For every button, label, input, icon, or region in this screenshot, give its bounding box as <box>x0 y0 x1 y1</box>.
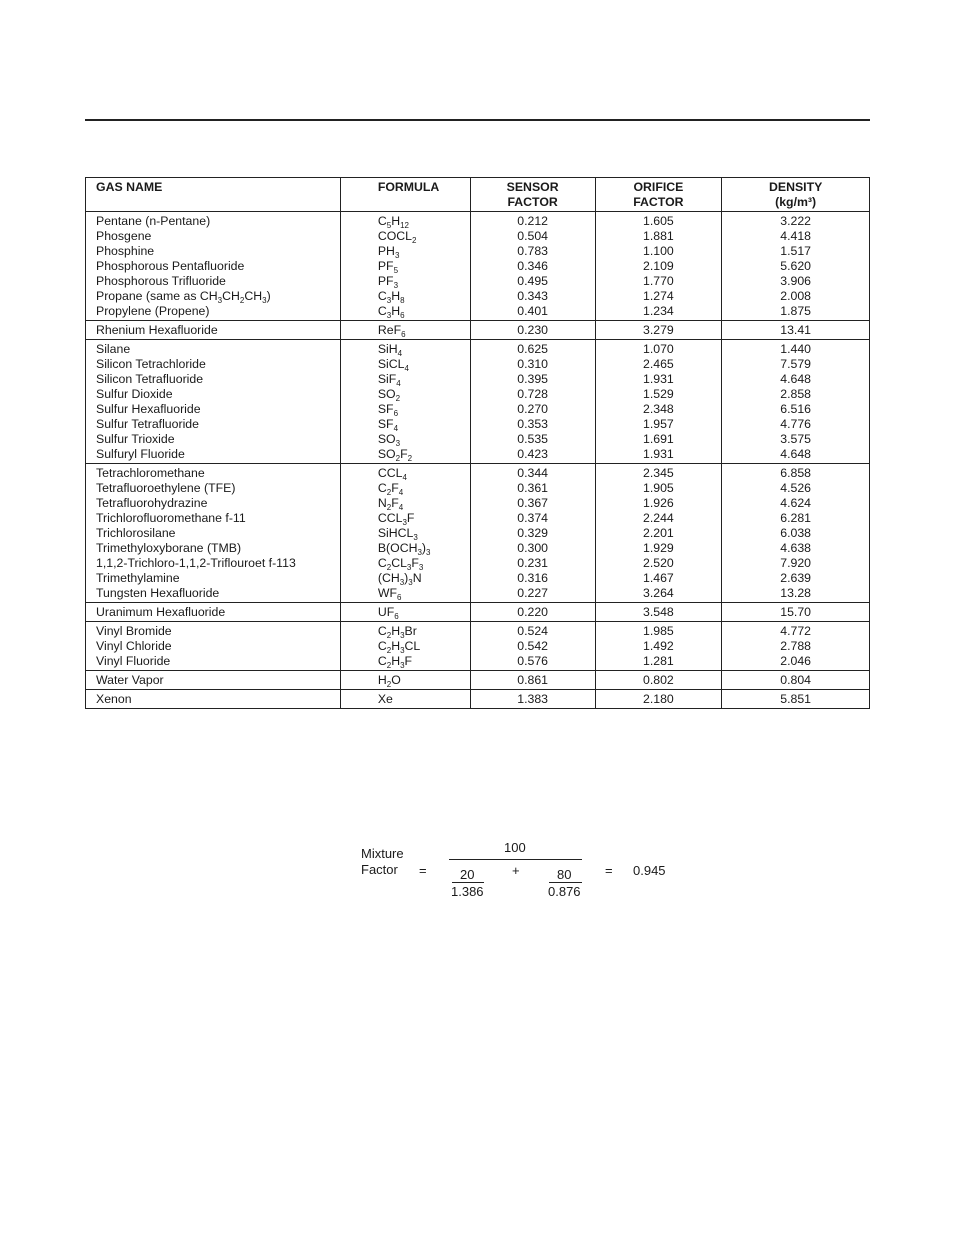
gas-name-cell <box>86 690 341 709</box>
orifice-factor-value: 1.905 <box>643 481 674 495</box>
result-equals-sign: = <box>605 863 613 878</box>
table-row <box>86 340 870 464</box>
sensor-factor-value: 0.270 <box>517 402 549 416</box>
gas-name: Phosphorous Pentafluoride <box>96 259 245 273</box>
formula-cell <box>340 340 470 464</box>
sensor-factor-value: 0.861 <box>517 673 549 687</box>
density-value: 7.579 <box>780 357 812 371</box>
sensor-factor-value: 0.395 <box>517 372 549 386</box>
sensor-factor-value: 0.220 <box>517 605 549 619</box>
orifice-factor-value: 1.926 <box>643 496 674 510</box>
density-value: 0.804 <box>780 673 812 687</box>
density-cell <box>722 321 870 340</box>
sensor-factor-value: 0.783 <box>517 244 549 258</box>
sensor-factor-value: 0.401 <box>517 304 549 318</box>
orifice-factor-cell <box>595 212 722 321</box>
gas-name-cell <box>86 340 341 464</box>
sensor-factor-cell <box>470 464 595 603</box>
formula: $B(OCH_3)_3$ <box>377 541 431 557</box>
formula: SiH$_4$ <box>377 342 403 358</box>
header-sensor-line1: SENSOR <box>506 180 559 194</box>
sensor-factor-value: 0.344 <box>517 466 549 480</box>
sensor-factor-value: 0.353 <box>517 417 549 431</box>
formula: $C_5H_{12}$ <box>377 214 409 230</box>
formula: $C_3H_8$ <box>377 289 405 305</box>
formula: $SO_2$ <box>377 387 401 403</box>
formula: $C_3H_6$ <box>377 304 405 320</box>
sensor-factor-value: 0.542 <box>517 639 549 653</box>
table-group <box>86 622 870 671</box>
gas-name: Sulfur Dioxide <box>96 387 173 401</box>
sensor-factor-cell <box>470 622 595 671</box>
table-row <box>86 321 870 340</box>
main-fraction-bar <box>449 859 582 860</box>
density-value: 2.788 <box>780 639 812 653</box>
orifice-factor-value: 1.929 <box>643 541 674 555</box>
density-cell <box>722 340 870 464</box>
density-value: 6.516 <box>780 402 812 416</box>
table-row <box>86 671 870 690</box>
density-value: 3.222 <box>780 214 812 228</box>
density-value: 2.008 <box>780 289 812 303</box>
mixture-label-line1: Mixture <box>361 846 404 861</box>
table-row <box>86 622 870 671</box>
gas-name: Sulfur Trioxide <box>96 432 175 446</box>
formula: $PF_5$ <box>377 259 399 275</box>
gas-name: Sulfur Tetrafluoride <box>96 417 199 431</box>
formula: $PF_3$ <box>377 274 399 290</box>
formula-cell <box>340 464 470 603</box>
density-value: 15.70 <box>780 605 812 619</box>
density-cell <box>722 603 870 622</box>
orifice-factor-value: 2.109 <box>643 259 674 273</box>
density-value: 6.858 <box>780 466 812 480</box>
gas-name: Tetrachloromethane <box>96 466 205 480</box>
orifice-factor-value: 2.345 <box>643 466 674 480</box>
formula: $C_2H_3F$ <box>377 654 413 670</box>
header-density <box>722 178 870 212</box>
orifice-factor-value: 1.529 <box>643 387 674 401</box>
orifice-factor-cell <box>595 464 722 603</box>
formula: $C_2CL_3F_3$ <box>377 556 424 572</box>
gas-name: Vinyl Bromide <box>96 624 172 638</box>
table-row <box>86 690 870 709</box>
gas-name: Silicon Tetrachloride <box>96 357 206 371</box>
header-density-line2: (kg/m³) <box>775 195 817 209</box>
formula: $C_2F_4$ <box>377 481 404 497</box>
term1-numerator: 20 <box>460 867 475 882</box>
sensor-factor-value: 0.329 <box>517 526 549 540</box>
density-cell <box>722 464 870 603</box>
orifice-factor-value: 1.467 <box>643 571 674 585</box>
density-value: 5.620 <box>780 259 812 273</box>
orifice-factor-value: 1.492 <box>643 639 674 653</box>
density-value: 2.858 <box>780 387 812 401</box>
orifice-factor-value: 1.070 <box>643 342 674 356</box>
sensor-factor-value: 0.625 <box>517 342 549 356</box>
gas-name: 1,1,2-Trichloro-1,1,2-Triflouroet f-113 <box>96 556 296 570</box>
sensor-factor-cell <box>470 603 595 622</box>
density-value: 4.638 <box>780 541 812 555</box>
orifice-factor-value: 3.548 <box>643 605 674 619</box>
formula: $C_2H_3CL$ <box>377 639 421 655</box>
orifice-factor-value: 1.100 <box>643 244 674 258</box>
formula: SiF$_4$ <box>377 372 401 388</box>
orifice-factor-value: 1.931 <box>643 447 674 461</box>
gas-name: Trichlorofluoromethane f-11 <box>96 511 246 525</box>
density-value: 4.526 <box>780 481 812 495</box>
sensor-factor-value: 0.361 <box>517 481 549 495</box>
gas-name: Uranimum Hexafluoride <box>96 605 226 619</box>
orifice-factor-cell <box>595 671 722 690</box>
sensor-factor-value: 1.383 <box>517 692 549 706</box>
top-rule <box>85 119 870 121</box>
orifice-factor-value: 1.881 <box>643 229 674 243</box>
orifice-factor-value: 1.605 <box>643 214 674 228</box>
gas-name: Trimethyloxyborane (TMB) <box>96 541 242 555</box>
table-header-row <box>86 178 870 212</box>
header-density-line1: DENSITY <box>768 180 823 194</box>
formula: $PH_3$ <box>377 244 400 260</box>
formula: Xe <box>377 692 393 706</box>
formula: $SO_2F_2$ <box>377 447 413 463</box>
formula-cell <box>340 622 470 671</box>
gas-factor-table <box>85 177 870 709</box>
orifice-factor-value: 2.465 <box>643 357 674 371</box>
orifice-factor-value: 1.274 <box>643 289 674 303</box>
header-sensor-factor <box>470 178 595 212</box>
header-formula: FORMULA <box>340 178 470 212</box>
formula: $CCL_3F$ <box>377 511 415 527</box>
term2-fraction-bar <box>549 882 582 883</box>
gas-name: Phosphorous Trifluoride <box>96 274 226 288</box>
orifice-factor-cell <box>595 340 722 464</box>
gas-name: Sulfur Hexafluoride <box>96 402 201 416</box>
orifice-factor-value: 1.985 <box>643 624 674 638</box>
gas-name: Vinyl Chloride <box>96 639 172 653</box>
density-value: 4.772 <box>780 624 812 638</box>
sensor-factor-value: 0.423 <box>517 447 549 461</box>
formula-cell <box>340 603 470 622</box>
gas-name: Water Vapor <box>96 673 164 687</box>
gas-name-cell <box>86 603 341 622</box>
gas-name: Rhenium Hexafluoride <box>96 323 218 337</box>
formula-cell <box>340 321 470 340</box>
term1-denominator: 1.386 <box>451 884 484 899</box>
mixture-result: 0.945 <box>633 863 666 878</box>
table-group <box>86 340 870 464</box>
formula: $UF_6$ <box>377 605 399 621</box>
density-value: 2.639 <box>780 571 812 585</box>
orifice-factor-value: 2.520 <box>643 556 674 570</box>
gas-name: Trimethylamine <box>96 571 180 585</box>
formula: $CCL_4$ <box>377 466 407 482</box>
orifice-factor-value: 3.279 <box>643 323 674 337</box>
gas-name: Silane <box>96 342 131 356</box>
gas-name-cell <box>86 321 341 340</box>
formula: $C_2H_3Br$ <box>377 624 417 640</box>
orifice-factor-cell <box>595 622 722 671</box>
header-orifice-line2: FACTOR <box>633 195 684 209</box>
formula: SiCL$_4$ <box>377 357 409 373</box>
density-value: 4.624 <box>780 496 812 510</box>
mixture-numerator: 100 <box>504 840 526 855</box>
orifice-factor-cell <box>595 321 722 340</box>
density-value: 1.440 <box>780 342 812 356</box>
orifice-factor-value: 2.201 <box>643 526 674 540</box>
sensor-factor-value: 0.576 <box>517 654 549 668</box>
table-row <box>86 464 870 603</box>
formula: $(CH_3)_3N$ <box>377 571 422 587</box>
orifice-factor-cell <box>595 603 722 622</box>
table-group <box>86 690 870 709</box>
sensor-factor-value: 0.524 <box>517 624 549 638</box>
table-row <box>86 603 870 622</box>
formula: ReF$_6$ <box>377 323 406 339</box>
header-orifice-line1: ORIFICE <box>633 180 684 194</box>
density-value: 1.875 <box>780 304 812 318</box>
table-group <box>86 321 870 340</box>
orifice-factor-value: 2.180 <box>643 692 674 706</box>
table-row <box>86 212 870 321</box>
term1-fraction-bar <box>452 882 484 883</box>
gas-name-cell <box>86 212 341 321</box>
gas-name: Silicon Tetrafluoride <box>96 372 204 386</box>
formula: $SF_6$ <box>377 402 399 418</box>
gas-name: Phosgene <box>96 229 152 243</box>
density-cell <box>722 212 870 321</box>
term2-denominator: 0.876 <box>548 884 581 899</box>
gas-name: Phosphine <box>96 244 155 258</box>
gas-name: Propane (same as $CH_3CH_2CH_3$) <box>96 289 271 305</box>
density-value: 4.648 <box>780 447 812 461</box>
header-orifice-factor <box>595 178 722 212</box>
header-gas-name: GAS NAME <box>86 178 341 212</box>
orifice-factor-value: 2.348 <box>643 402 674 416</box>
table-group <box>86 671 870 690</box>
density-value: 6.281 <box>780 511 812 525</box>
density-value: 4.648 <box>780 372 812 386</box>
formula: $SO_3$ <box>377 432 401 448</box>
sensor-factor-value: 0.227 <box>517 586 549 600</box>
sensor-factor-cell <box>470 321 595 340</box>
density-value: 3.906 <box>780 274 812 288</box>
density-value: 13.41 <box>780 323 812 337</box>
sensor-factor-value: 0.728 <box>517 387 549 401</box>
density-value: 13.28 <box>780 586 812 600</box>
sensor-factor-cell <box>470 212 595 321</box>
gas-name: Pentane (n-Pentane) <box>96 214 211 228</box>
sensor-factor-cell <box>470 671 595 690</box>
header-sensor-line2: FACTOR <box>507 195 558 209</box>
formula: SiHCL$_3$ <box>377 526 418 542</box>
density-value: 3.575 <box>780 432 812 446</box>
gas-name-cell <box>86 622 341 671</box>
sensor-factor-value: 0.346 <box>517 259 549 273</box>
orifice-factor-value: 0.802 <box>643 673 674 687</box>
gas-name-cell <box>86 464 341 603</box>
mixture-label-line2: Factor <box>361 862 398 877</box>
mixture-equals-sign: = <box>419 863 427 878</box>
sensor-factor-value: 0.231 <box>517 556 549 570</box>
density-value: 2.046 <box>780 654 812 668</box>
gas-name: Vinyl Fluoride <box>96 654 171 668</box>
formula-cell <box>340 212 470 321</box>
orifice-factor-value: 1.931 <box>643 372 674 386</box>
gas-name-cell <box>86 671 341 690</box>
density-value: 4.418 <box>780 229 812 243</box>
density-cell <box>722 690 870 709</box>
gas-name: Trichlorosilane <box>96 526 176 540</box>
sensor-factor-cell <box>470 690 595 709</box>
sensor-factor-value: 0.310 <box>517 357 549 371</box>
formula: $WF_6$ <box>377 586 402 602</box>
formula: $N_2F_4$ <box>377 496 404 512</box>
formula: $SF_4$ <box>377 417 399 433</box>
orifice-factor-value: 1.234 <box>643 304 674 318</box>
sensor-factor-value: 0.495 <box>517 274 549 288</box>
density-cell <box>722 622 870 671</box>
gas-name: Tetrafluoroethylene (TFE) <box>96 481 236 495</box>
orifice-factor-value: 2.244 <box>643 511 674 525</box>
formula: $COCL_2$ <box>377 229 417 245</box>
sensor-factor-value: 0.300 <box>517 541 549 555</box>
orifice-factor-value: 1.281 <box>643 654 674 668</box>
table-group <box>86 212 870 321</box>
density-cell <box>722 671 870 690</box>
gas-name: Sulfuryl Fluoride <box>96 447 185 461</box>
sensor-factor-value: 0.343 <box>517 289 549 303</box>
term2-numerator: 80 <box>557 867 572 882</box>
sensor-factor-value: 0.230 <box>517 323 549 337</box>
orifice-factor-cell <box>595 690 722 709</box>
plus-sign: + <box>512 863 520 878</box>
table-group <box>86 603 870 622</box>
orifice-factor-value: 1.691 <box>643 432 674 446</box>
sensor-factor-value: 0.535 <box>517 432 549 446</box>
density-value: 6.038 <box>780 526 812 540</box>
sensor-factor-value: 0.504 <box>517 229 549 243</box>
formula-cell <box>340 671 470 690</box>
sensor-factor-value: 0.212 <box>517 214 549 228</box>
orifice-factor-value: 3.264 <box>643 586 674 600</box>
density-value: 4.776 <box>780 417 812 431</box>
gas-name: Tetrafluorohydrazine <box>96 496 208 510</box>
sensor-factor-value: 0.316 <box>517 571 549 585</box>
orifice-factor-value: 1.957 <box>643 417 674 431</box>
density-value: 5.851 <box>780 692 812 706</box>
density-value: 1.517 <box>780 244 812 258</box>
sensor-factor-value: 0.374 <box>517 511 549 525</box>
table-group <box>86 464 870 603</box>
sensor-factor-cell <box>470 340 595 464</box>
orifice-factor-value: 1.770 <box>643 274 674 288</box>
formula-cell <box>340 690 470 709</box>
sensor-factor-value: 0.367 <box>517 496 549 510</box>
gas-name: Tungsten Hexafluoride <box>96 586 220 600</box>
formula: $H_2O$ <box>377 673 401 689</box>
gas-name: Propylene (Propene) <box>96 304 210 318</box>
density-value: 7.920 <box>780 556 812 570</box>
gas-name: Xenon <box>96 692 132 706</box>
